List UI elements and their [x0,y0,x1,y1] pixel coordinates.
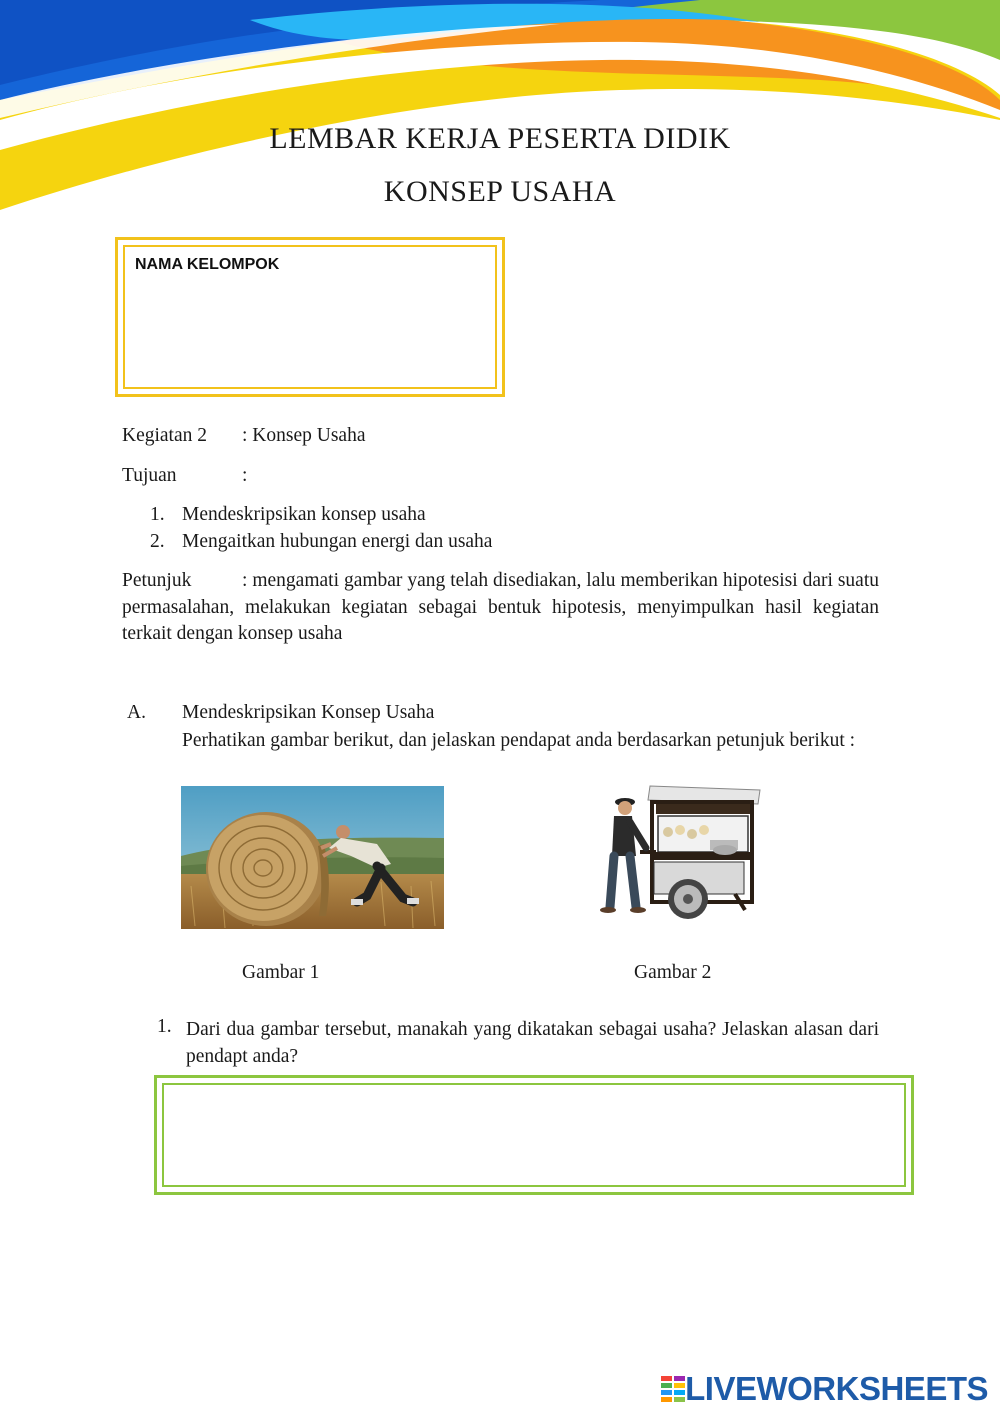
goal-item-number: 2. [150,531,165,552]
section-a-text: Perhatikan gambar berikut, dan jelaskan pendapat anda berdasarkan petunjuk berikut : [182,730,856,751]
liveworksheets-logo-icon [661,1376,685,1402]
instructions-text: : mengamati gambar yang telah disediakan, lalu memberikan hipotesisi dari suatu permasalahan, melakukan kegiatan sebagai bentuk hipotesis, menyimpulkan hasil kegiatan terkait dengan konsep usaha [122,570,879,644]
page-subtitle: KONSEP USAHA [383,175,617,208]
figure-1-caption: Gambar 1 [242,962,320,983]
section-a-letter: A. [127,702,146,723]
group-name-box[interactable] [115,237,505,397]
page-title: LEMBAR KERJA PESERTA DIDIK [269,122,731,155]
activity-key: Kegiatan 2 [122,425,208,446]
figure-2-image [570,782,765,922]
liveworksheets-logo-text: LIVEWORKSHEETS [685,1370,988,1407]
figure-2-caption: Gambar 2 [634,962,712,983]
instructions-paragraph [122,568,879,648]
liveworksheets-logo [661,1370,988,1408]
answer-box-question-1[interactable] [154,1075,914,1195]
section-a-heading: Mendeskripsikan Konsep Usaha [182,702,435,723]
goals-row [122,465,247,487]
question-1-number: 1. [157,1016,172,1037]
figure-1-image [181,786,444,929]
instructions-key: Petunjuk [122,570,192,591]
goals-key: Tujuan [122,465,177,486]
activity-row [122,425,365,447]
goal-item-text: Mendeskripsikan konsep usaha [182,504,426,525]
question-1-text: Dari dua gambar tersebut, manakah yang dikatakan sebagai usaha? Jelaskan alasan dari pendapt anda? [186,1019,879,1067]
goal-item-text: Mengaitkan hubungan energi dan usaha [182,531,493,552]
goal-item [150,504,426,526]
goal-item-number: 1. [150,504,165,525]
goal-item [150,531,492,553]
activity-value: : Konsep Usaha [242,425,366,446]
group-name-label: NAMA KELOMPOK [135,256,280,273]
answer-box-inner-border [162,1083,906,1187]
goals-colon: : [242,465,248,486]
